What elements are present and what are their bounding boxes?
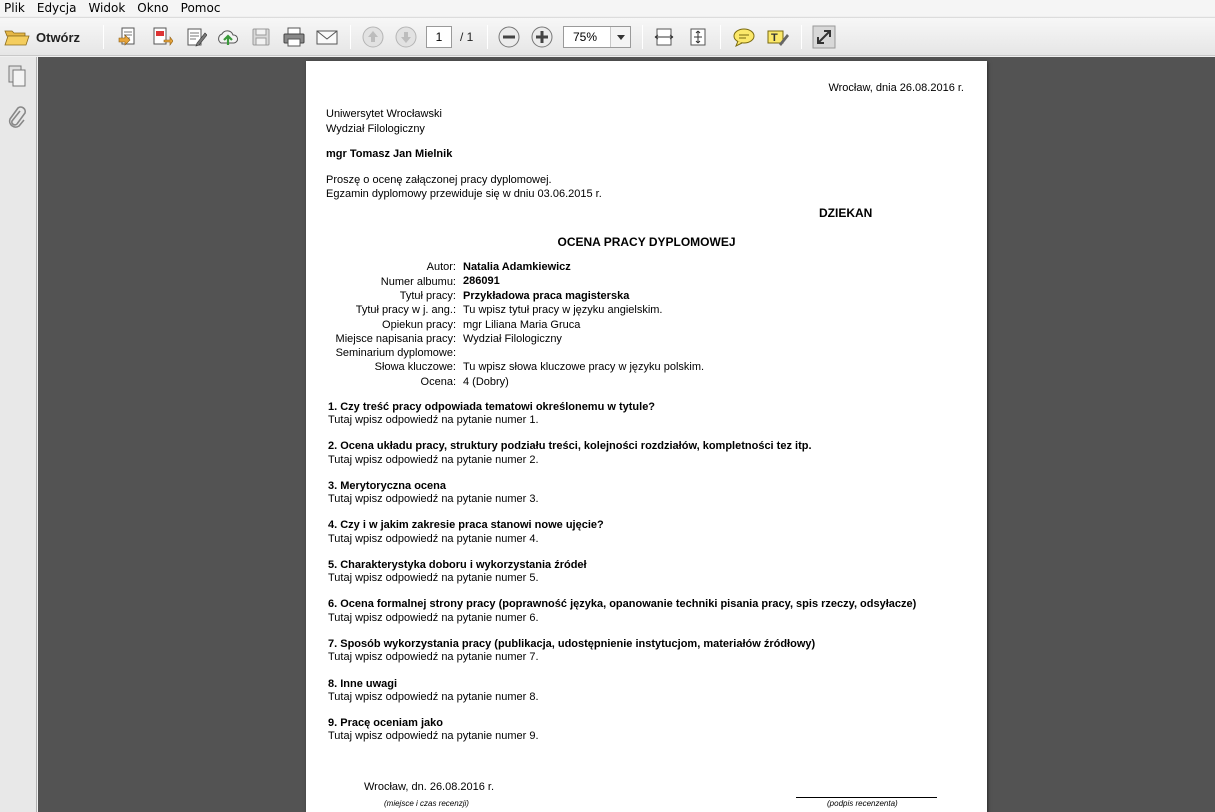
university-name: Uniwersytet Wrocławski [326,108,442,120]
toolbar [0,17,1215,56]
open-button[interactable] [4,24,80,50]
question-title: 6. Ocena formalnej strony pracy (poprawność języka, opanowanie techniki pisania pracy, spis rzeczy, odsyłacze) [328,598,917,610]
svg-text:T: T [771,32,778,44]
arrow-down-icon [394,25,418,49]
field-value: 4 (Dobry) [463,376,509,388]
field-value: Wydział Filologiczny [463,333,562,345]
document-heading: OCENA PRACY DYPLOMOWEJ [557,235,736,249]
attachments-panel-button[interactable] [6,105,28,131]
question-answer: Tutaj wpisz odpowiedź na pytanie numer 2. [328,454,539,466]
print-icon [282,26,306,48]
fit-page-icon [687,26,709,48]
field-label: Miejsce napisania pracy: [335,333,456,345]
print-button[interactable] [281,24,307,50]
footer-date: Wrocław, dn. 26.08.2016 r. [364,781,495,793]
question-title: 3. Merytoryczna ocena [328,480,446,492]
pages-panel-button[interactable] [6,63,28,89]
arrow-up-icon [361,25,385,49]
question-title: 1. Czy treść pracy odpowiada tematowi określonemu w tytule? [328,401,656,413]
field-value: mgr Liliana Maria Gruca [463,319,581,331]
page-total: / 1 [460,30,474,44]
question-title: 8. Inne uwagi [328,678,398,690]
fullscreen-button[interactable] [811,24,837,50]
save-icon [250,26,272,48]
menu-file[interactable]: Plik [4,1,25,15]
field-label: Autor: [426,261,456,273]
menu-view[interactable]: Widok [88,1,126,15]
chevron-down-icon[interactable] [610,27,630,47]
attachment-icon [7,105,27,131]
comment-icon [732,26,756,48]
zoom-in-icon [530,25,554,49]
field-label: Numer albumu: [380,276,456,288]
folder-open-icon [4,27,30,47]
dean-label: DZIEKAN [819,206,873,220]
question-title: 4. Czy i w jakim zakresie praca stanowi nowe ujęcie? [328,519,604,531]
save-button[interactable] [248,24,274,50]
question-answer: Tutaj wpisz odpowiedź na pytanie numer 9. [328,730,539,742]
signature-line [796,797,937,798]
question-answer: Tutaj wpisz odpowiedź na pytanie numer 4. [328,533,539,545]
cloud-upload-icon [216,26,240,48]
fit-page-button[interactable] [685,24,711,50]
export-pdf-button[interactable] [149,24,175,50]
menu-window[interactable]: Okno [137,1,169,15]
prev-page-button[interactable] [360,24,386,50]
field-value: Tu wpisz słowa kluczowe pracy w języku polskim. [463,361,705,373]
request-line-1: Proszę o ocenę załączonej pracy dyplomowej. [326,174,552,186]
menu-help[interactable]: Pomoc [180,1,221,15]
create-pdf-icon [117,26,139,48]
footer-signature-caption: (podpis recenzenta) [827,799,898,808]
field-label: Tytuł pracy w j. ang.: [355,304,456,316]
question-answer: Tutaj wpisz odpowiedź na pytanie numer 7. [328,651,539,663]
field-value: Tu wpisz tytuł pracy w języku angielskim. [463,304,663,316]
question-title: 9. Pracę oceniam jako [328,717,443,729]
footer-place-caption: (miejsce i czas recenzji) [384,799,469,808]
question-title: 5. Charakterystyka doboru i wykorzystania źródeł [328,559,587,571]
question-answer: Tutaj wpisz odpowiedź na pytanie numer 8. [328,691,539,703]
menu-bar [0,0,1215,16]
field-label: Słowa kluczowe: [374,361,456,373]
fit-width-icon [653,26,675,48]
export-pdf-icon [151,26,173,48]
field-label: Ocena: [420,376,456,388]
zoom-out-button[interactable] [496,24,522,50]
navigation-pane [0,57,37,812]
date-line: Wrocław, dnia 26.08.2016 r. [828,82,964,94]
zoom-value: 75% [573,30,598,44]
comment-button[interactable] [731,24,757,50]
next-page-button[interactable] [393,24,419,50]
question-title: 2. Ocena układu pracy, struktury podziału treści, kolejności rozdziałów, kompletności tez itp. [328,440,812,452]
question-title: 7. Sposób wykorzystania pracy (publikacja, udostępnienie instytucjom, materiałów źródłowy) [328,638,816,650]
zoom-in-button[interactable] [529,24,555,50]
zoom-out-icon [497,25,521,49]
document-page [306,61,987,812]
page-number-input[interactable]: 1 [426,26,452,48]
faculty-name: Wydział Filologiczny [326,123,425,135]
field-value: Natalia Adamkiewicz [463,261,571,273]
upload-button[interactable] [215,24,241,50]
zoom-select[interactable] [563,26,631,48]
question-answer: Tutaj wpisz odpowiedź na pytanie numer 3. [328,493,539,505]
field-value: Przykładowa praca magisterska [463,290,630,302]
fullscreen-icon [812,25,836,49]
request-line-2: Egzamin dyplomowy przewiduje się w dniu 03.06.2015 r. [326,188,602,200]
document-viewer[interactable] [38,57,1215,812]
email-icon [315,27,339,47]
pages-panel-icon [7,64,27,88]
question-answer: Tutaj wpisz odpowiedź na pytanie numer 1. [328,414,539,426]
fit-width-button[interactable] [651,24,677,50]
field-label: Seminarium dyplomowe: [335,347,456,359]
question-answer: Tutaj wpisz odpowiedź na pytanie numer 5. [328,572,539,584]
recipient-name: mgr Tomasz Jan Mielnik [326,148,453,160]
edit-pdf-button[interactable] [183,24,209,50]
highlight-text-icon [766,26,790,48]
open-button-label: Otwórz [36,29,81,45]
edit-pdf-icon [185,26,207,48]
field-label: Opiekun pracy: [382,319,456,331]
field-value: 286091 [463,275,500,287]
create-pdf-button[interactable] [115,24,141,50]
question-answer: Tutaj wpisz odpowiedź na pytanie numer 6. [328,612,539,624]
highlight-text-button[interactable] [765,24,791,50]
email-button[interactable] [314,24,340,50]
menu-edit[interactable]: Edycja [36,1,77,15]
field-label: Tytuł pracy: [399,290,456,302]
